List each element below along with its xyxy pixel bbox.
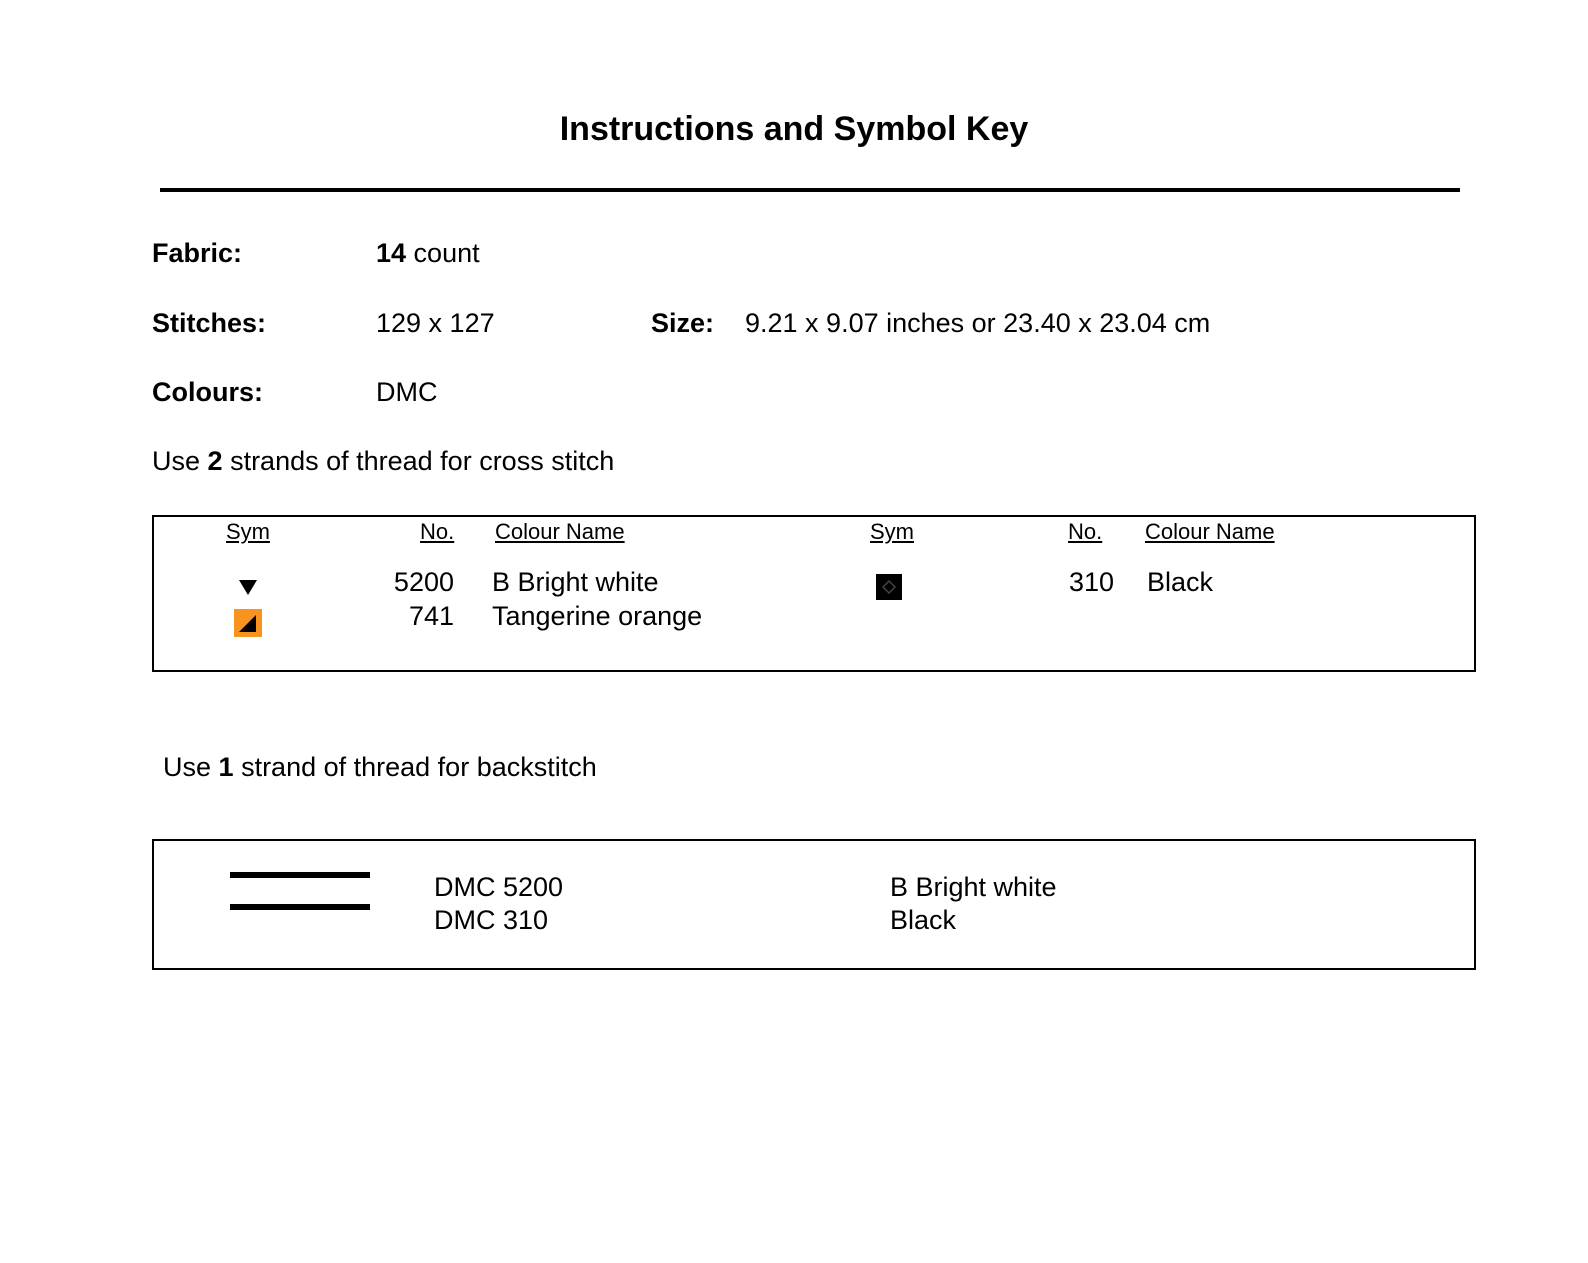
backstitch-instruction-prefix: Use: [163, 752, 219, 782]
header-sym-right: Sym: [870, 519, 914, 544]
down-triangle-icon: [237, 578, 259, 596]
thread-no-310: 310: [1068, 567, 1114, 597]
thread-no-741: 741: [408, 601, 454, 631]
backstitch-code-5200: DMC 5200: [434, 872, 564, 902]
header-sym-left: Sym: [226, 519, 270, 544]
backstitch-name-bright-white: B Bright white: [890, 872, 1057, 902]
colours-label: Colours:: [152, 377, 263, 407]
backstitch-line-black-icon: [230, 904, 370, 910]
title-divider: [160, 188, 1460, 192]
backstitch-key-table: [152, 839, 1476, 970]
size-label: Size:: [651, 308, 715, 338]
backstitch-code-310: DMC 310: [434, 905, 549, 935]
header-colour-name-left: Colour Name: [495, 519, 625, 544]
stitches-label: Stitches:: [152, 308, 267, 338]
orange-half-triangle-icon: [234, 609, 262, 637]
header-colour-name-right: Colour Name: [1145, 519, 1275, 544]
fabric-label: Fabric:: [152, 238, 243, 268]
thread-name-black: Black: [1147, 567, 1214, 597]
black-square-diamond-icon: [876, 574, 902, 600]
backstitch-line-white-icon: [230, 872, 370, 878]
backstitch-instruction-suffix: strand of thread for backstitch: [233, 752, 597, 782]
thread-no-5200: 5200: [393, 567, 454, 597]
cross-stitch-instruction-prefix: Use: [152, 446, 208, 476]
header-no-left: No.: [420, 519, 455, 544]
fabric-value: [376, 238, 480, 269]
cross-stitch-instruction-suffix: strands of thread for cross stitch: [222, 446, 615, 476]
fabric-count-unit: count: [406, 238, 480, 268]
cross-stitch-strands: 2: [207, 446, 223, 476]
backstitch-instruction: [163, 752, 597, 783]
page-title: Instructions and Symbol Key: [559, 110, 1029, 148]
cross-stitch-instruction: [152, 446, 614, 477]
header-no-right: No.: [1068, 519, 1103, 544]
cross-stitch-key-table: [152, 515, 1476, 672]
thread-name-tangerine-orange: Tangerine orange: [492, 601, 703, 631]
stitches-value: 129 x 127: [376, 308, 495, 338]
fabric-count-number: 14: [376, 238, 407, 268]
backstitch-name-black: Black: [890, 905, 957, 935]
backstitch-strands: 1: [218, 752, 234, 782]
colours-value: DMC: [376, 377, 438, 407]
thread-name-bright-white: B Bright white: [492, 567, 659, 597]
size-value: 9.21 x 9.07 inches or 23.40 x 23.04 cm: [745, 308, 1211, 338]
